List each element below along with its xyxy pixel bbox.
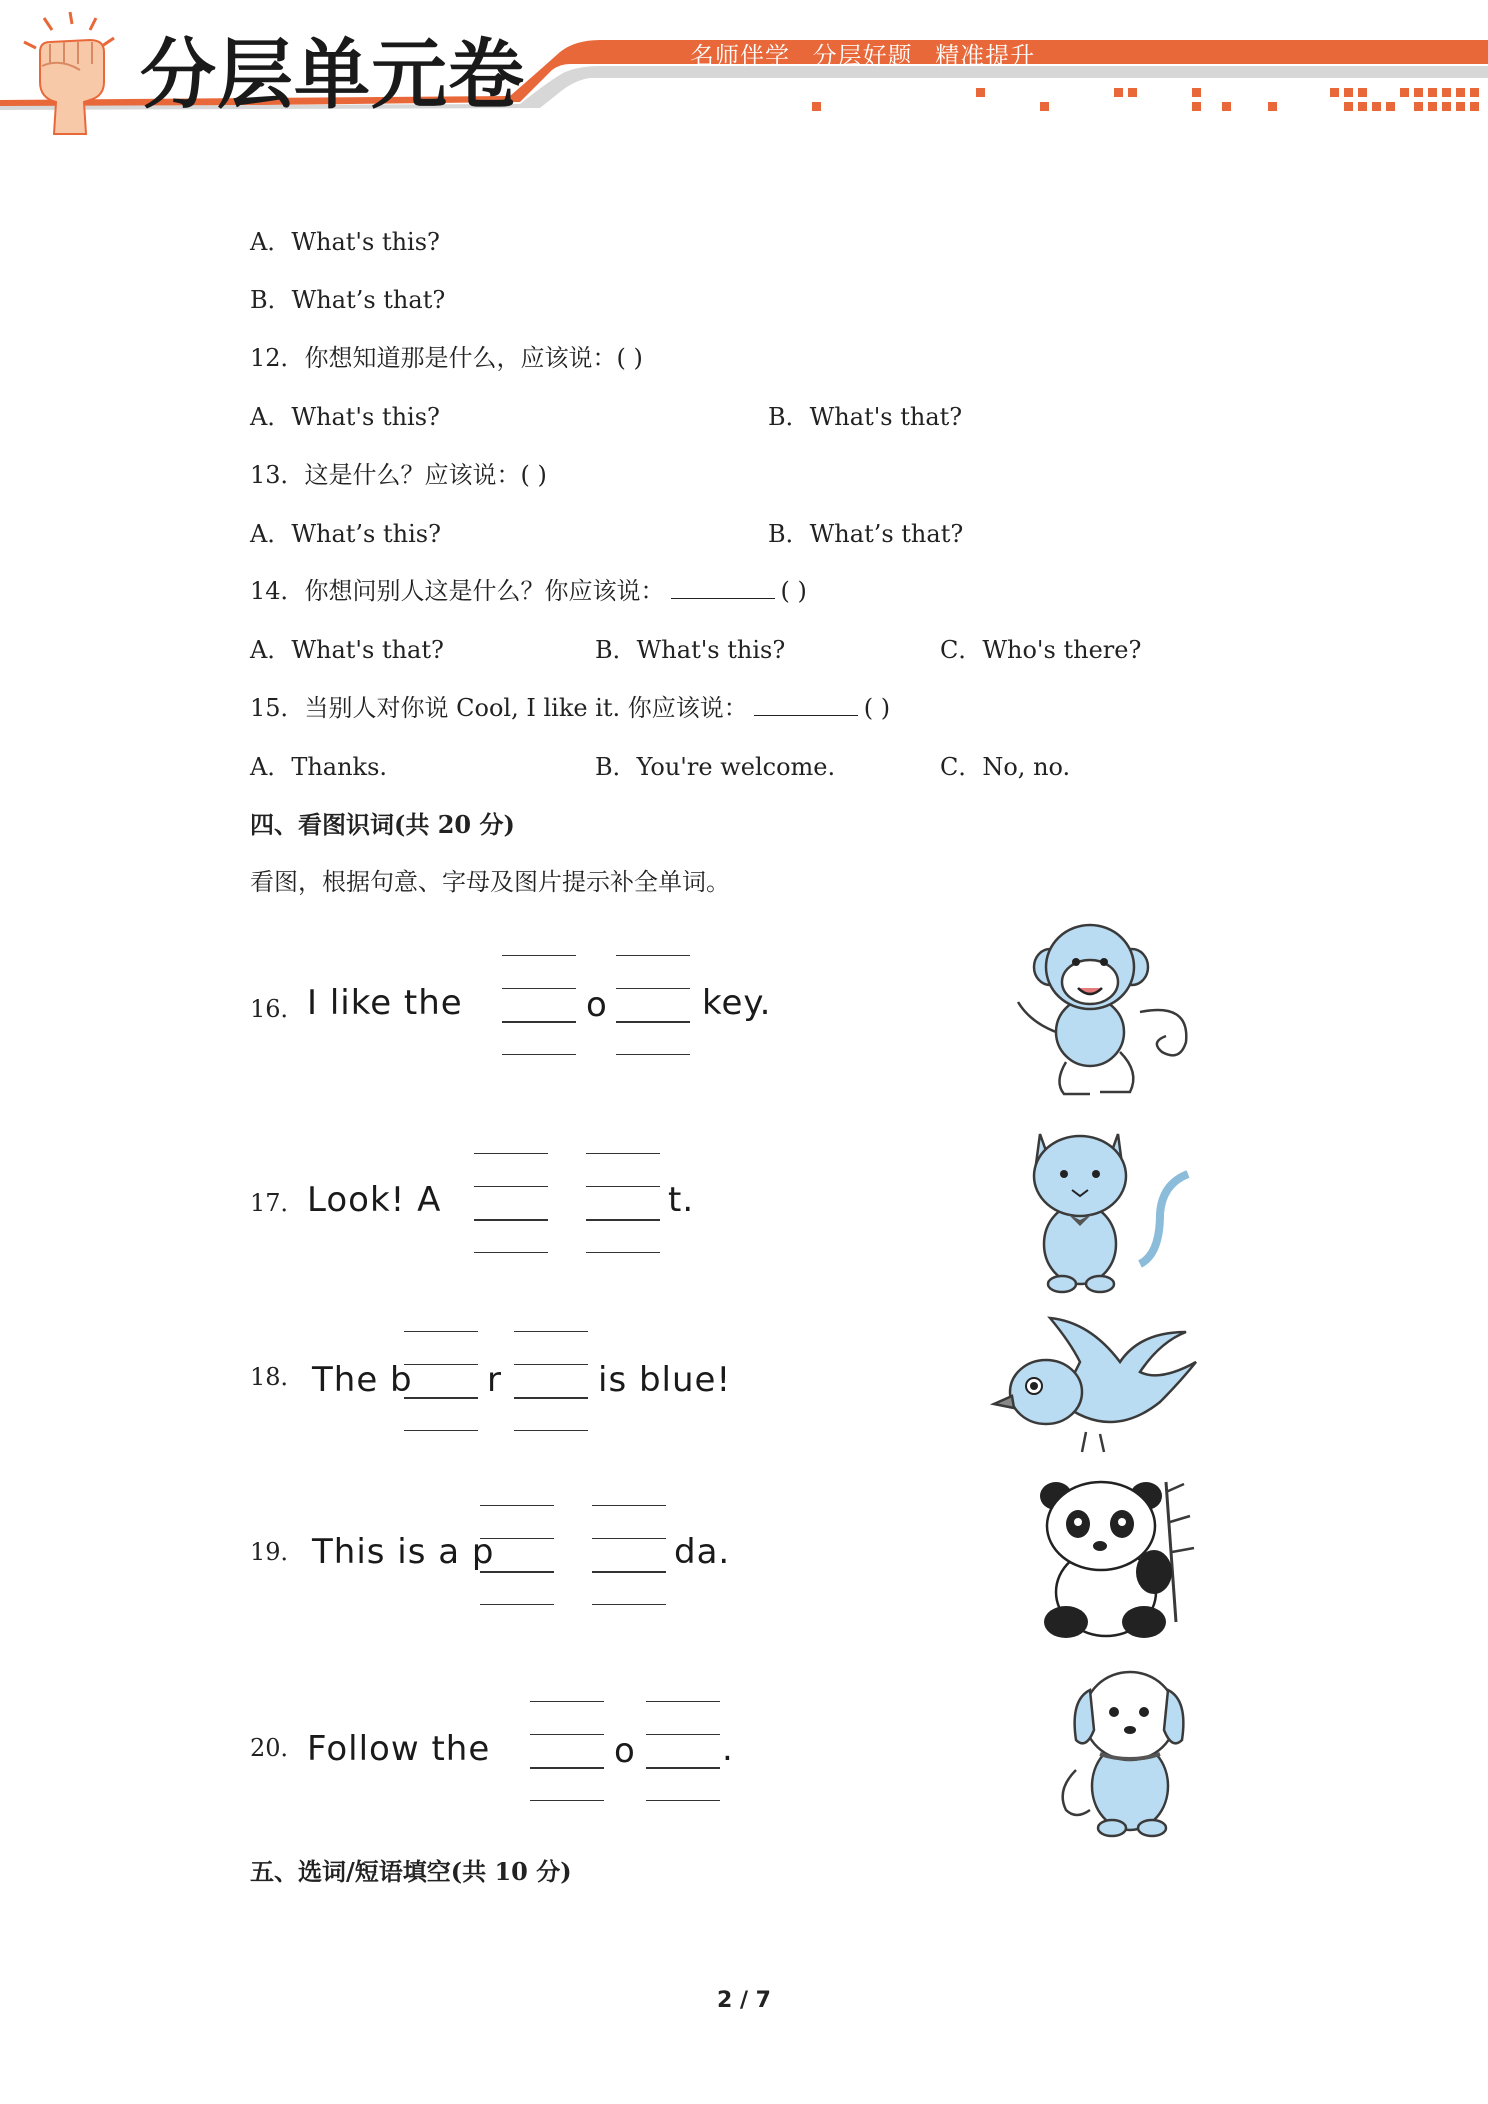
q20-guide-line xyxy=(530,1800,604,1801)
q17-blank-1[interactable] xyxy=(474,1219,548,1221)
q17-text-after: t. xyxy=(668,1180,695,1220)
q17-text-before: Look! A xyxy=(307,1180,442,1220)
q20-text-before: Follow the xyxy=(307,1729,491,1769)
q16-guide-line xyxy=(616,988,690,989)
q17-number: 17． xyxy=(250,1189,305,1217)
q19-guide-line xyxy=(592,1538,666,1539)
q19-guide-line xyxy=(480,1604,554,1605)
q20-blank-2[interactable] xyxy=(646,1767,720,1769)
q18-guide-line xyxy=(514,1430,588,1431)
q20-blank-1[interactable] xyxy=(530,1767,604,1769)
q14-option-c: C．Who's there? xyxy=(940,636,1142,664)
q16-text-after: key. xyxy=(702,983,772,1023)
q20-guide-line xyxy=(530,1701,604,1702)
section-4-heading: 四、看图识词(共 20 分) xyxy=(250,810,515,839)
q19-guide-line xyxy=(592,1604,666,1605)
q14-option-b: B．What's this? xyxy=(595,636,786,664)
q14-option-a: A．What's that? xyxy=(250,636,444,664)
brand-title: 分层单元卷 xyxy=(140,30,525,119)
q11-option-b: B．What’s that? xyxy=(250,286,446,314)
q16-guide-line xyxy=(502,1054,576,1055)
q16-blank-2[interactable] xyxy=(616,1021,690,1023)
q18-number: 18． xyxy=(250,1363,305,1391)
q17-blank-2[interactable] xyxy=(586,1219,660,1221)
q18-blank-2[interactable] xyxy=(514,1397,588,1399)
q19-text-before: This is a p xyxy=(312,1532,495,1572)
dog-picture xyxy=(1056,1660,1206,1840)
q15-stem xyxy=(250,693,890,723)
q20-guide-line xyxy=(646,1800,720,1801)
q18-text-before: The b xyxy=(312,1360,413,1400)
q20-guide-line xyxy=(530,1734,604,1735)
q19-guide-line xyxy=(480,1538,554,1539)
q11-option-a: A．What's this? xyxy=(250,228,440,256)
q13-option-a: A．What’s this? xyxy=(250,520,441,548)
q16-number: 16． xyxy=(250,995,305,1023)
q19-guide-line xyxy=(480,1505,554,1506)
q20-guide-line xyxy=(646,1701,720,1702)
q15-paren: ( ) xyxy=(863,694,891,722)
q14-stem xyxy=(250,576,807,606)
q15-option-a: A．Thanks. xyxy=(250,753,388,781)
page-number: 2 / 7 xyxy=(717,1988,771,2013)
header-slogan: 名师伴学 分层好题 精准提升 xyxy=(690,42,1036,70)
q15-option-b: B．You're welcome. xyxy=(595,753,836,781)
q17-guide-line xyxy=(474,1186,548,1187)
q18-blank-1[interactable] xyxy=(404,1397,478,1399)
q14-stem-text: 14．你想问别人这是什么？你应该说： xyxy=(250,577,665,605)
q15-answer-blank[interactable] xyxy=(754,695,858,716)
q18-guide-line xyxy=(514,1364,588,1365)
q20-text-after: . xyxy=(722,1729,734,1769)
q14-paren: ( ) xyxy=(780,577,807,605)
q12-option-b: B．What's that? xyxy=(768,403,963,431)
q19-text-after: da. xyxy=(674,1532,731,1572)
q16-guide-line xyxy=(502,955,576,956)
q16-text-before: I like the xyxy=(307,983,463,1023)
q18-text-after: is blue! xyxy=(598,1360,732,1400)
q18-guide-line xyxy=(404,1430,478,1431)
q16-guide-line xyxy=(616,1054,690,1055)
cat-picture xyxy=(1010,1114,1210,1294)
section-4-instruction: 看图，根据句意、字母及图片提示补全单词。 xyxy=(250,868,730,896)
section-5-heading: 五、选词/短语填空(共 10 分) xyxy=(250,1857,572,1886)
q19-number: 19． xyxy=(250,1538,305,1566)
bird-picture xyxy=(990,1312,1210,1462)
q16-letter: o xyxy=(586,985,608,1025)
q20-guide-line xyxy=(646,1734,720,1735)
q14-answer-blank[interactable] xyxy=(671,578,775,599)
q19-blank-1[interactable] xyxy=(480,1571,554,1573)
q13-stem: 13．这是什么？应该说：( ) xyxy=(250,461,547,489)
q15-stem-text: 15．当别人对你说 Cool, I like it. 你应该说： xyxy=(250,694,748,722)
panda-picture xyxy=(1026,1472,1206,1642)
q17-guide-line xyxy=(586,1186,660,1187)
q17-guide-line xyxy=(474,1153,548,1154)
q19-blank-2[interactable] xyxy=(592,1571,666,1573)
q19-guide-line xyxy=(592,1505,666,1506)
q18-guide-line xyxy=(404,1331,478,1332)
q12-option-a: A．What's this? xyxy=(250,403,440,431)
q18-letter: r xyxy=(487,1360,502,1400)
q16-guide-line xyxy=(616,955,690,956)
monkey-picture xyxy=(990,912,1210,1102)
q17-guide-line xyxy=(586,1252,660,1253)
q18-guide-line xyxy=(514,1331,588,1332)
q20-letter: o xyxy=(614,1731,636,1771)
q16-blank-1[interactable] xyxy=(502,1021,576,1023)
fist-logo-icon xyxy=(10,8,122,136)
q18-guide-line xyxy=(404,1364,478,1365)
q15-option-c: C．No, no. xyxy=(940,753,1071,781)
page-header xyxy=(0,0,1488,140)
q12-stem: 12．你想知道那是什么，应该说：( ) xyxy=(250,344,643,372)
q17-guide-line xyxy=(474,1252,548,1253)
q16-guide-line xyxy=(502,988,576,989)
q20-number: 20． xyxy=(250,1734,305,1762)
q13-option-b: B．What’s that? xyxy=(768,520,964,548)
q17-guide-line xyxy=(586,1153,660,1154)
